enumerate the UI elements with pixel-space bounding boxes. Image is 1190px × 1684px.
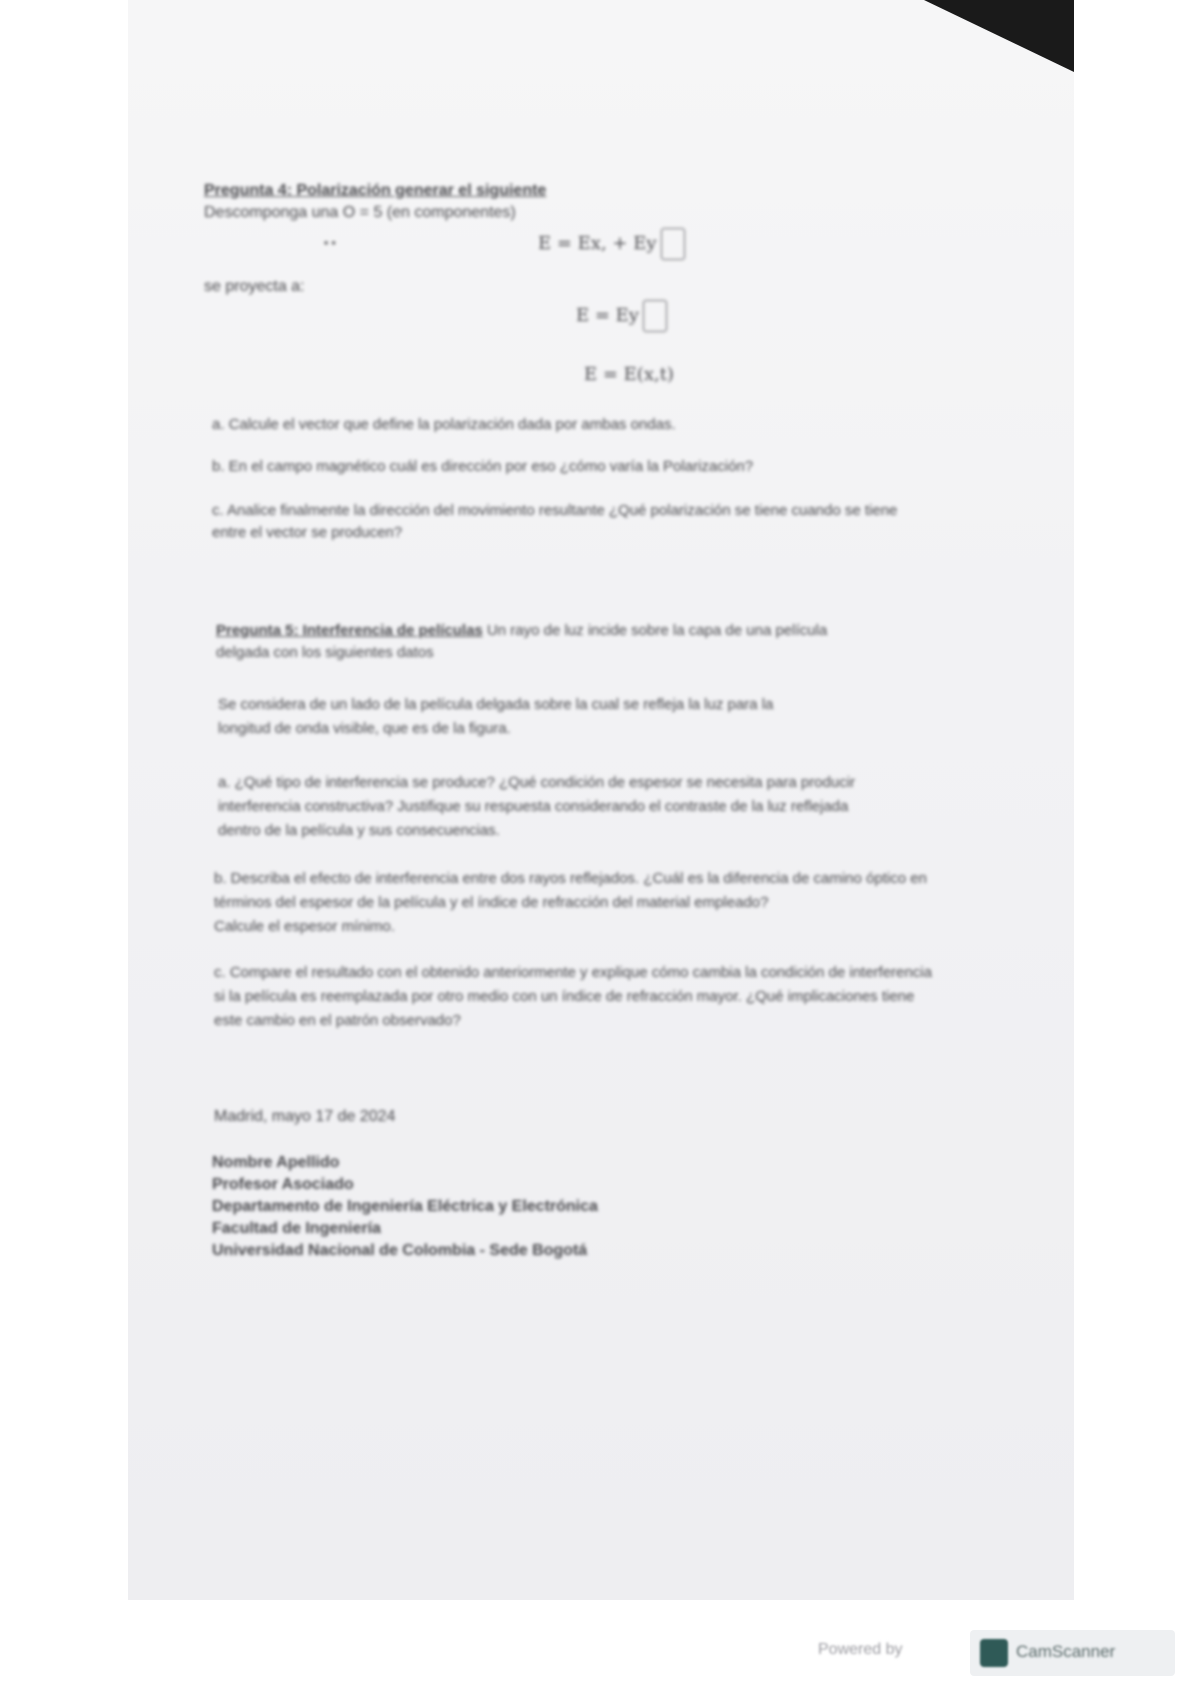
problem2-question-a-line1: a. ¿Qué tipo de interferencia se produce? ¿Qué condición de espesor se necesita para producir <box>218 774 856 791</box>
signature-university: Universidad Nacional de Colombia - Sede Bogotá <box>212 1242 588 1259</box>
problem1-title: Pregunta 4: Polarización generar el siguiente <box>204 182 547 199</box>
equation-1-box <box>661 228 685 260</box>
problem1-intro2: se proyecta a: <box>204 278 305 295</box>
problem2-intro-line2: longitud de onda visible, que es de la figura. <box>218 720 511 737</box>
problem2-title-line2: delgada con los siguientes datos <box>216 644 434 661</box>
signature-date: Madrid, mayo 17 de 2024 <box>214 1108 396 1125</box>
problem2-intro-line1: Se considera de un lado de la película delgada sobre la cual se refleja la luz para la <box>218 696 774 713</box>
problem1-question-c-line1: c. Analice finalmente la dirección del movimiento resultante ¿Qué polarización se tiene cuando se tiene <box>212 502 898 519</box>
problem2-question-b-line1: b. Describa el efecto de interferencia entre dos rayos reflejados. ¿Cuál es la diferencia de camino óptico en <box>214 870 927 887</box>
equation-2-text: E = Ey <box>576 305 639 326</box>
camscanner-logo-icon <box>980 1639 1008 1667</box>
signature-name: Nombre Apellido <box>212 1154 340 1171</box>
problem2-title-rest: Un rayo de luz incide sobre la capa de una película <box>486 622 828 639</box>
scanned-page <box>128 0 1074 1600</box>
problem1-question-c-line2: entre el vector se producen? <box>212 524 403 541</box>
equation-2 <box>576 300 667 332</box>
signature-department: Departamento de Ingeniería Eléctrica y Electrónica <box>212 1198 598 1215</box>
problem2-question-c-line1: c. Compare el resultado con el obtenido anteriormente y explique cómo cambia la condición de interferencia <box>214 964 932 981</box>
equation-1 <box>538 228 685 260</box>
problem2-title <box>216 620 827 642</box>
signature-role: Profesor Asociado <box>212 1176 354 1193</box>
powered-by-text: Powered by <box>818 1641 903 1658</box>
problem2-title-underlined: Pregunta 5: Interferencia de películas <box>216 622 483 639</box>
problem2-question-b-line2: términos del espesor de la película y el índice de refracción del material empleado? <box>214 894 769 911</box>
problem1-subtitle: Descomponga una O = 5 (en componentes) <box>204 204 516 221</box>
problem1-aside: • • <box>324 236 336 250</box>
problem2-question-a-line3: dentro de la película y sus consecuencias. <box>218 822 500 839</box>
camscanner-brand-text: CamScanner <box>1016 1642 1116 1661</box>
problem1-question-b: b. En el campo magnético cuál es dirección por eso ¿cómo varía la Polarización? <box>212 458 754 475</box>
folded-corner <box>924 0 1074 72</box>
camscanner-badge[interactable] <box>970 1630 1175 1676</box>
signature-faculty: Facultad de Ingeniería <box>212 1220 381 1237</box>
equation-2-box <box>643 300 667 332</box>
problem2-question-c-line3: este cambio en el patrón observado? <box>214 1012 461 1029</box>
problem2-question-c-line2: si la película es reemplazada por otro medio con un índice de refracción mayor. ¿Qué implicaciones tiene <box>214 988 915 1005</box>
problem2-question-a-line2: interferencia constructiva? Justifique su respuesta considerando el contraste de la luz reflejada <box>218 798 849 815</box>
problem1-question-a: a. Calcule el vector que define la polarización dada por ambas ondas. <box>212 416 676 433</box>
problem2-question-b-line3: Calcule el espesor mínimo. <box>214 918 395 935</box>
equation-1-text: E = Ex, + Ey <box>538 233 657 254</box>
equation-3: E = E(x,t) <box>584 364 674 385</box>
